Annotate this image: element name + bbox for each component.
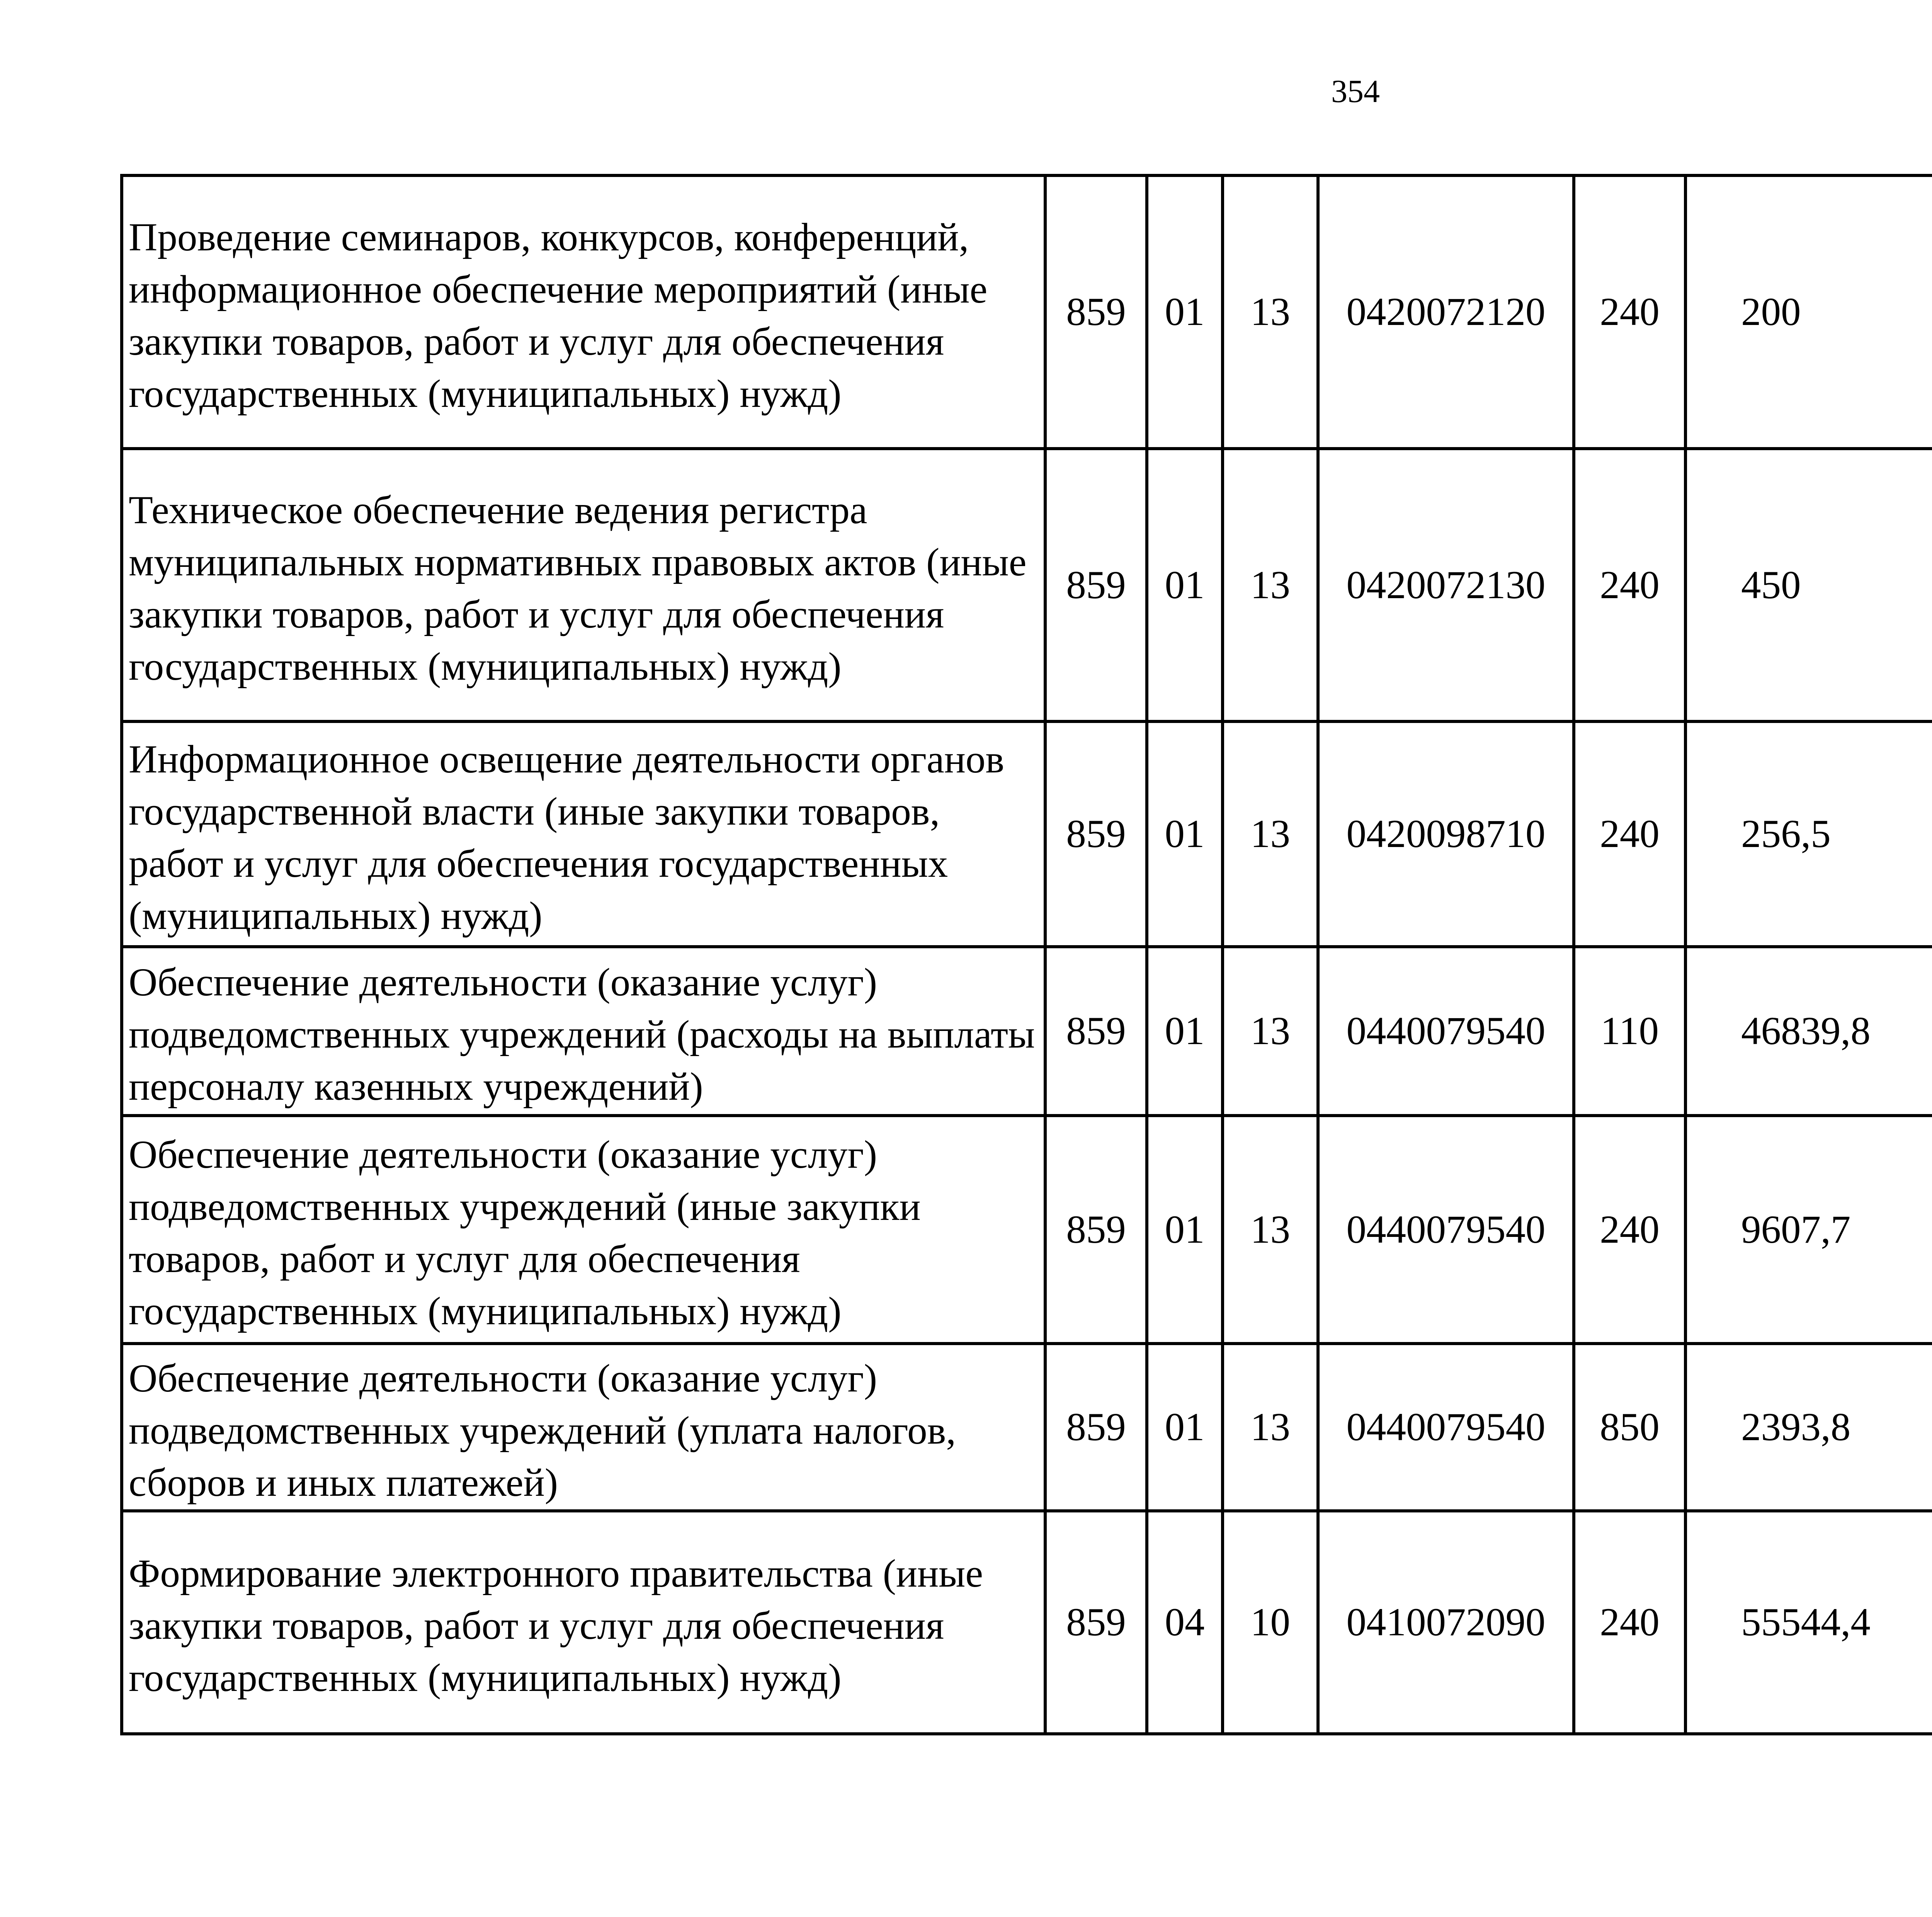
- target-article-code: 0440079540: [1318, 947, 1574, 1116]
- subsection-code: 13: [1223, 947, 1318, 1116]
- amount-1: 450: [1685, 449, 1932, 721]
- section-code: 04: [1147, 1511, 1223, 1734]
- section-code: 01: [1147, 449, 1223, 721]
- target-article-code: 0420072130: [1318, 449, 1574, 721]
- ministry-code: 859: [1045, 721, 1147, 947]
- expense-type-code: 110: [1574, 947, 1685, 1116]
- subsection-code: 13: [1223, 175, 1318, 449]
- expense-type-code: 240: [1574, 449, 1685, 721]
- amount-1: 55544,4: [1685, 1511, 1932, 1734]
- section-code: 01: [1147, 947, 1223, 1116]
- ministry-code: 859: [1045, 947, 1147, 1116]
- section-code: 01: [1147, 721, 1223, 947]
- row-name: Информационное освещение деятельности органов государственной власти (иные закупки товаров, работ и услуг для обеспечения государственных (муниципальных) нужд): [122, 721, 1045, 947]
- row-name: Обеспечение деятельности (оказание услуг) подведомственных учреждений (иные закупки товаров, работ и услуг для обеспечения государственных (муниципальных) нужд): [122, 1116, 1045, 1344]
- ministry-code: 859: [1045, 1344, 1147, 1511]
- subsection-code: 13: [1223, 721, 1318, 947]
- row-name: Обеспечение деятельности (оказание услуг) подведомственных учреждений (расходы на выплаты персоналу казенных учреждений): [122, 947, 1045, 1116]
- subsection-code: 10: [1223, 1511, 1318, 1734]
- budget-table: [120, 174, 1932, 1735]
- page-number: 354: [1331, 73, 1380, 109]
- expense-type-code: 850: [1574, 1344, 1685, 1511]
- ministry-code: 859: [1045, 175, 1147, 449]
- target-article-code: 0410072090: [1318, 1511, 1574, 1734]
- expense-type-code: 240: [1574, 1116, 1685, 1344]
- amount-1: 2393,8: [1685, 1344, 1932, 1511]
- target-article-code: 0440079540: [1318, 1116, 1574, 1344]
- subsection-code: 13: [1223, 1344, 1318, 1511]
- expense-type-code: 240: [1574, 175, 1685, 449]
- target-article-code: 0440079540: [1318, 1344, 1574, 1511]
- ministry-code: 859: [1045, 1116, 1147, 1344]
- expense-type-code: 240: [1574, 1511, 1685, 1734]
- amount-1: 200: [1685, 175, 1932, 449]
- target-article-code: 0420098710: [1318, 721, 1574, 947]
- row-name: Обеспечение деятельности (оказание услуг) подведомственных учреждений (уплата налогов, сборов и иных платежей): [122, 1344, 1045, 1511]
- row-name: Проведение семинаров, конкурсов, конференций, информационное обеспечение мероприятий (иные закупки товаров, работ и услуг для обеспечения государственных (муниципальных) нужд): [122, 175, 1045, 449]
- ministry-code: 859: [1045, 449, 1147, 721]
- row-name: Техническое обеспечение ведения регистра муниципальных нормативных правовых актов (иные закупки товаров, работ и услуг для обеспечения государственных (муниципальных) нужд): [122, 449, 1045, 721]
- subsection-code: 13: [1223, 1116, 1318, 1344]
- section-code: 01: [1147, 175, 1223, 449]
- table-body: [122, 175, 1932, 1734]
- section-code: 01: [1147, 1116, 1223, 1344]
- ministry-code: 859: [1045, 1511, 1147, 1734]
- amount-1: 46839,8: [1685, 947, 1932, 1116]
- expense-type-code: 240: [1574, 721, 1685, 947]
- section-code: 01: [1147, 1344, 1223, 1511]
- target-article-code: 0420072120: [1318, 175, 1574, 449]
- amount-1: 9607,7: [1685, 1116, 1932, 1344]
- subsection-code: 13: [1223, 449, 1318, 721]
- row-name: Формирование электронного правительства (иные закупки товаров, работ и услуг для обеспечения государственных (муниципальных) нужд): [122, 1511, 1045, 1734]
- amount-1: 256,5: [1685, 721, 1932, 947]
